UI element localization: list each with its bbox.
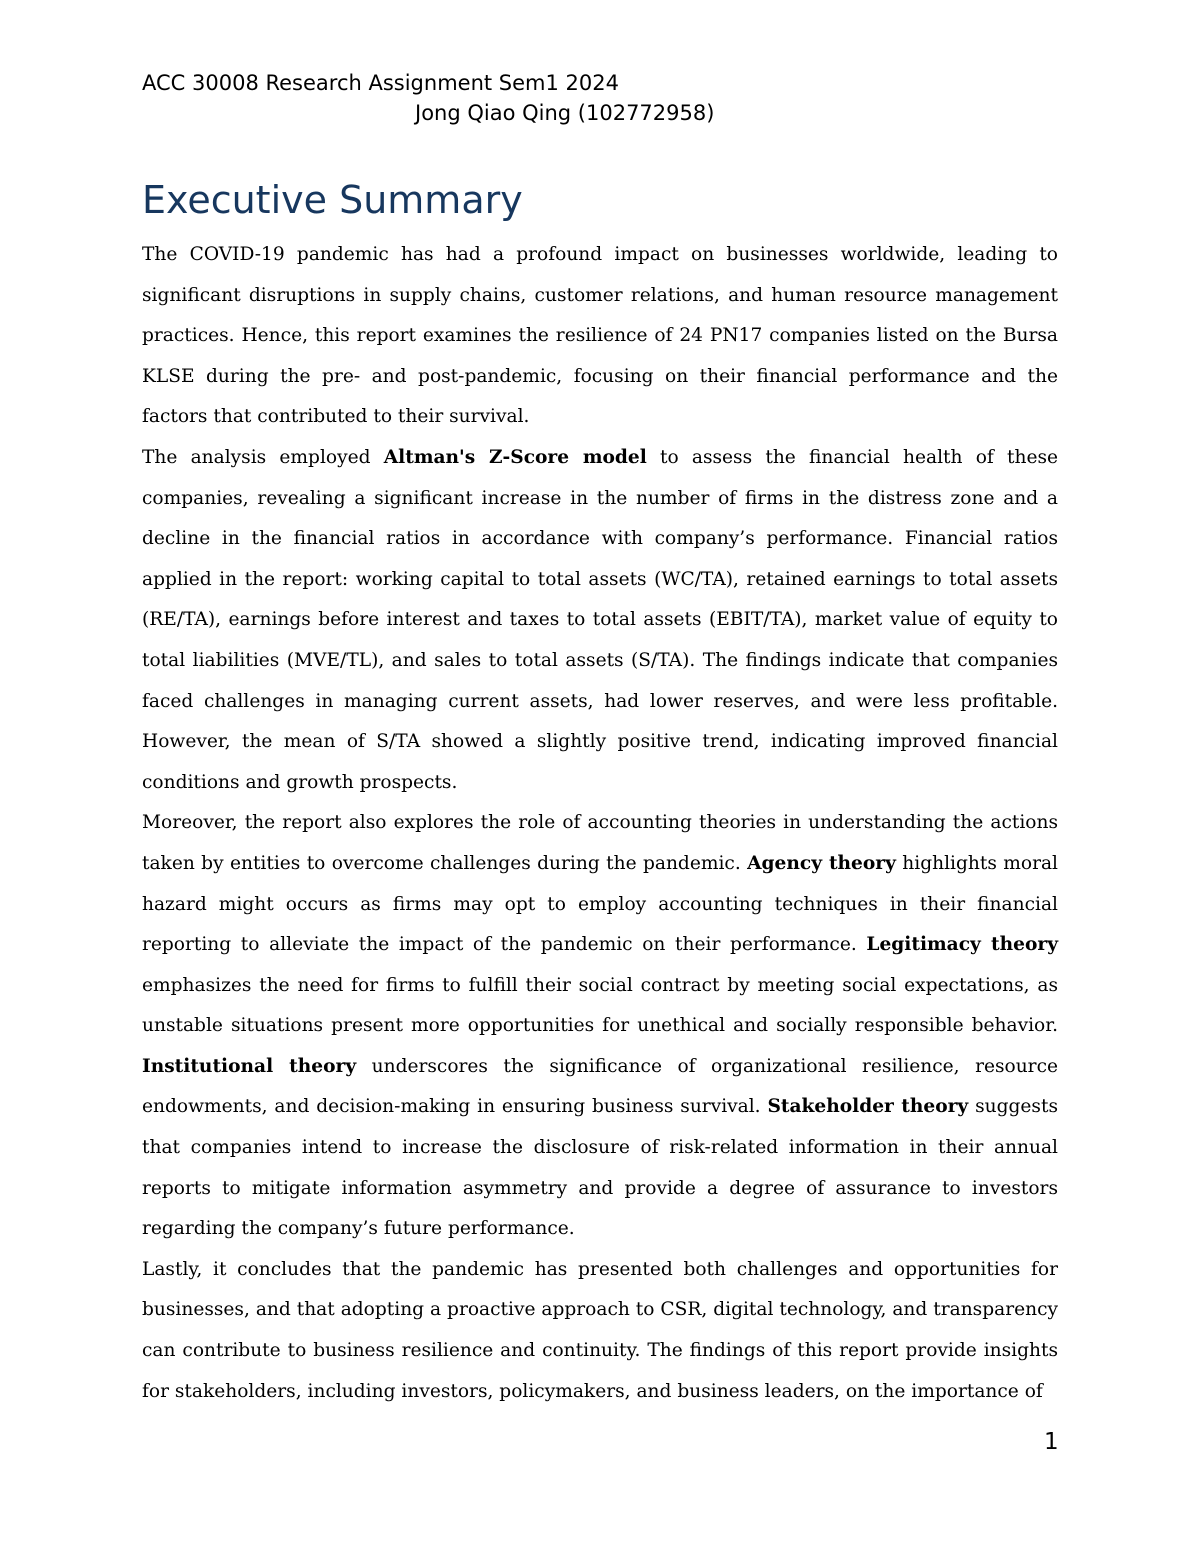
header-author: Jong Qiao Qing (102772958) (415, 101, 715, 125)
text-run: suggests that companies intend to increase the disclosure of risk-related information in their annual reports to mitigate information asymmetry and provide a degree of assurance to investors regarding the company’s future performance. (142, 1096, 1058, 1240)
text-run: The analysis employed (142, 446, 384, 468)
bold-term-stakeholder: Stakeholder theory (767, 1096, 969, 1118)
text-run: to assess the financial health of these companies, revealing a significant increase in the number of firms in the distress zone and a decline in the financial ratios in accordance with company’s performance. Financial ratios applied in the report: working capital to total assets (WC/TA), retained earnings to total assets (RE/TA), earnings before interest and taxes to total assets (EBIT/TA), market value of equity to total liabilities (MVE/TL), and sales to total assets (S/TA). The findings indicate that companies faced challenges in managing current assets, had lower reserves, and were less profitable. However, the mean of S/TA showed a slightly positive trend, indicating improved financial conditions and growth prospects. (142, 446, 1058, 793)
header-course-title: ACC 30008 Research Assignment Sem1 2024 (142, 71, 619, 95)
text-run: highlights moral hazard might occurs as firms may opt to employ accounting techniques in their financial reporting to alleviate the impact of the pandemic on their performance. (142, 852, 1058, 956)
page-number: 1 (1044, 1429, 1059, 1455)
bold-term-agency: Agency theory (747, 852, 896, 874)
page-title: Executive Summary (142, 178, 523, 222)
summary-body (142, 235, 1058, 1412)
paragraph-analysis (142, 438, 1058, 803)
text-run: Moreover, the report also explores the role of accounting theories in understanding the actions taken by entities to overcome challenges during the pandemic. (142, 812, 1058, 874)
bold-term-institutional: Institutional theory (142, 1055, 357, 1077)
paragraph-intro: The COVID-19 pandemic has had a profound impact on businesses worldwide, leading to significant disruptions in supply chains, customer relations, and human resource management practices. Hence, this report examines the resilience of 24 PN17 companies listed on the Bursa KLSE during the pre- and post-pandemic, focusing on their financial performance and the factors that contributed to their survival. (142, 244, 1058, 428)
paragraph-conclusion: Lastly, it concludes that the pandemic has presented both challenges and opportunities for businesses, and that adopting a proactive approach to CSR, digital technology, and transparency can contribute to business resilience and continuity. The findings of this report provide insights for stakeholders, including investors, policymakers, and business leaders, on the importance of (142, 1258, 1058, 1402)
bold-term-legitimacy: Legitimacy theory (866, 934, 1058, 956)
text-run: underscores the significance of organizational resilience, resource endowments, and decision-making in ensuring business survival. (142, 1055, 1058, 1118)
bold-term-altman: Altman's Z-Score model (383, 446, 647, 468)
text-run: emphasizes the need for firms to fulfill their social contract by meeting social expectations, as unstable situations present more opportunities for unethical and socially responsible behavior. (142, 974, 1058, 1037)
paragraph-theories (142, 803, 1058, 1250)
